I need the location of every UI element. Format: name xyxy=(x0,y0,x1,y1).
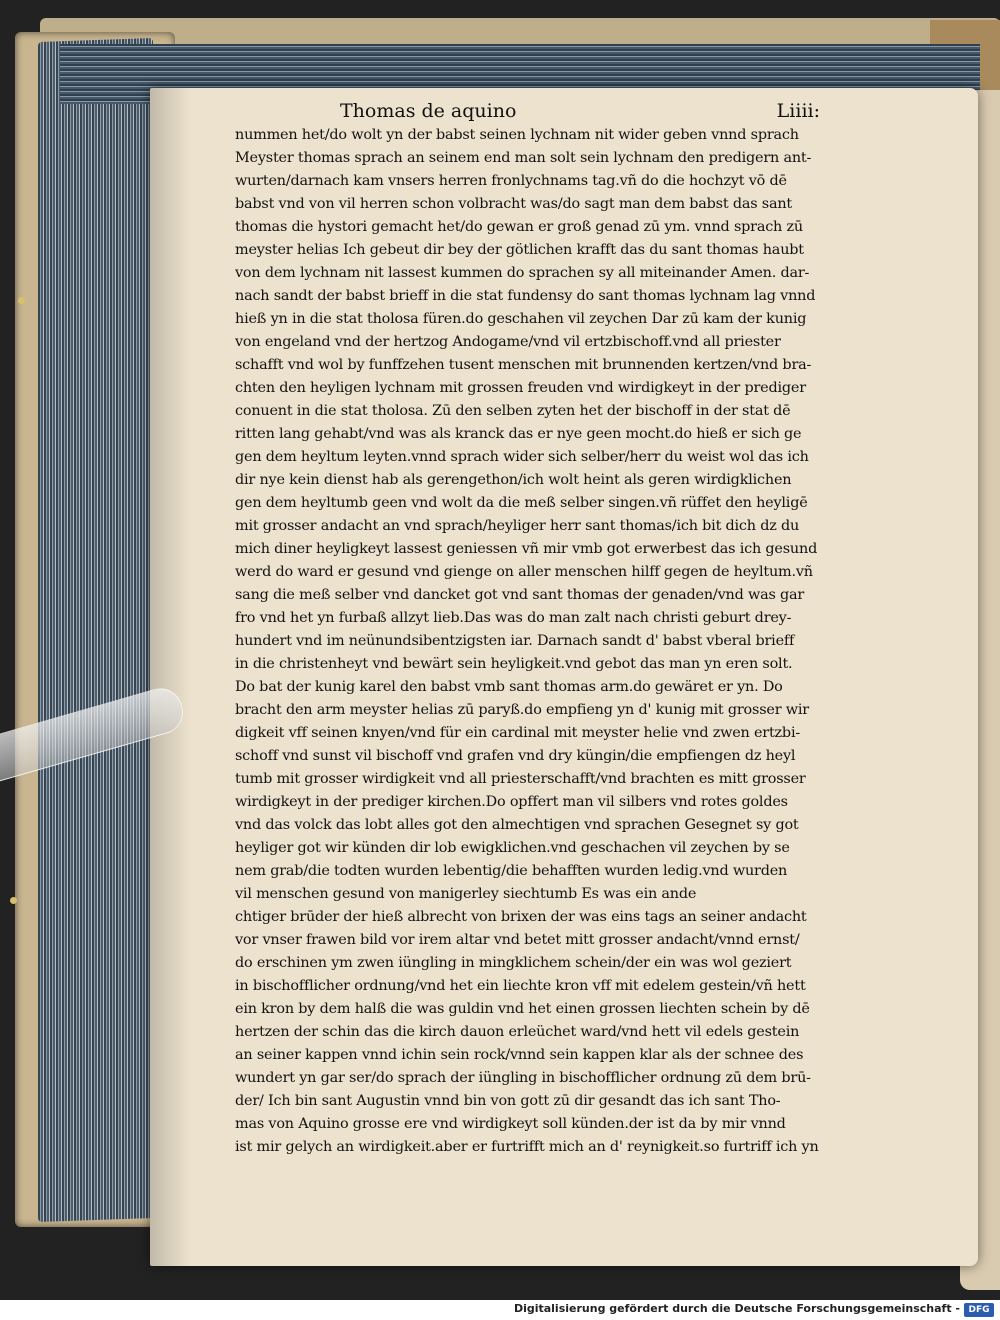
gutter-shadow xyxy=(150,88,190,1266)
body-text xyxy=(235,124,850,1159)
running-head: Thomas de aquino xyxy=(340,100,517,122)
text-line: digkeit vff seinen knyen/vnd für ein cardinal mit meyster helie vnd zwen ertzbi- xyxy=(235,725,801,741)
text-line: babst vnd von vil herren schon volbracht was/do sagt man dem babst das sant xyxy=(235,196,792,212)
text-line: mas von Aquino grosse ere vnd wirdigkeyt soll künden.der ist da by mir vnnd xyxy=(235,1116,786,1132)
text-line: vil menschen gesund von manigerley siechtumb Es was ein ande xyxy=(235,886,697,902)
text-line: von dem lychnam nit lassest kummen do sprachen sy all miteinander Amen. dar- xyxy=(235,265,810,281)
text-line: in bischofflicher ordnung/vnd het ein liechte kron vff mit edelem gestein/vñ hett xyxy=(235,978,806,994)
text-line: von engeland vnd der hertzog Andogame/vnd vil ertzbischoff.vnd all priester xyxy=(235,334,781,350)
text-line: nummen het/do wolt yn der babst seinen lychnam nit wider geben vnnd sprach xyxy=(235,127,799,143)
text-line: meyster helias Ich gebeut dir bey der götlichen krafft das du sant thomas haubt xyxy=(235,242,804,258)
text-line: chtiger brūder der hieß albrecht von brixen der was eins tags an seiner andacht xyxy=(235,909,807,925)
text-line: nach sandt der babst brieff in die stat fundensy do sant thomas lychnam lag vnnd xyxy=(235,288,816,304)
text-line: schoff vnd sunst vil bischoff vnd grafen vnd dry küngin/die empfiengen dz heyl xyxy=(235,748,796,764)
text-line: fro vnd het yn furbaß allzyt lieb.Das was do man zalt nach christi geburt drey- xyxy=(235,610,792,626)
text-line: ein kron by dem halß die was guldin vnd het einen grossen liechten schein by dē xyxy=(235,1001,810,1017)
text-line: nem grab/die todten wurden lebentig/die behafften wurden ledig.vnd wurden xyxy=(235,863,788,879)
text-line: vnd das volck das lobt alles got den almechtigen vnd sprachen Gesegnet sy got xyxy=(235,817,799,833)
text-line: werd do ward er gesund vnd gienge on aller menschen hilff gegen de heyltum.vñ xyxy=(235,564,813,580)
text-line: hundert vnd im neünundsibentzigsten iar. Darnach sandt d' babst vberal brieff xyxy=(235,633,795,649)
pin-decoration xyxy=(10,897,17,904)
text-line: sang die meß selber vnd dancket got vnd sant thomas der genaden/vnd was gar xyxy=(235,587,805,603)
dfg-logo: DFG xyxy=(964,1303,994,1317)
funding-credit: Digitalisierung gefördert durch die Deutsche Forschungsgemeinschaft - xyxy=(513,1302,960,1315)
text-line: gen dem heyltum leyten.vnnd sprach wider sich selber/herr du weist wol das ich xyxy=(235,449,809,465)
folio-number: Liiii: xyxy=(776,100,820,122)
text-line: hertzen der schin das die kirch dauon erleüchet ward/vnd hett vil edels gestein xyxy=(235,1024,800,1040)
text-line: heyliger got wir künden dir lob ewigklichen.vnd geschachen vil zeychen by se xyxy=(235,840,790,856)
text-line: der/ Ich bin sant Augustin vnnd bin von gott zū dir gesandt das ich sant Tho- xyxy=(235,1093,781,1109)
text-line: chten den heyligen lychnam mit grossen freuden vnd wirdigkeyt in der prediger xyxy=(235,380,806,396)
text-line: wirdigkeyt in der prediger kirchen.Do opffert man vil silbers vnd rotes goldes xyxy=(235,794,788,810)
text-line: dir nye kein dienst hab als gerengethon/ich wolt heint als geren wirdigklichen xyxy=(235,472,792,488)
text-line: gen dem heyltumb geen vnd wolt da die meß selber singen.vñ rüffet den heyligē xyxy=(235,495,808,511)
footer-bar xyxy=(0,1300,1000,1320)
text-line: mit grosser andacht an vnd sprach/heyliger herr sant thomas/ich bit dich dz du xyxy=(235,518,800,534)
text-line: an seiner kappen vnnd ichin sein rock/vnnd sein kappen klar als der schnee des xyxy=(235,1047,804,1063)
text-line: bracht den arm meyster helias zū paryß.do empfieng yn d' kunig mit grosser wir xyxy=(235,702,809,718)
text-line: schafft vnd wol by funffzehen tusent menschen mit brunnenden kertzen/vnd bra- xyxy=(235,357,812,373)
text-line: ritten lang gehabt/vnd was als kranck das er nye geen mocht.do hieß er sich ge xyxy=(235,426,802,442)
text-line: ist mir gelych an wirdigkeit.aber er furtrifft mich an d' reynigkeit.so furtriff ich yn xyxy=(235,1139,819,1155)
text-line: thomas die hystori gemacht het/do gewan er groß genad zū ym. vnnd sprach zū xyxy=(235,219,803,235)
text-line: Do bat der kunig karel den babst vmb sant thomas arm.do gewäret er yn. Do xyxy=(235,679,783,695)
text-line: mich diner heyligkeyt lassest geniessen vñ mir vmb got erwerbest das ich gesund xyxy=(235,541,818,557)
text-line: hieß yn in die stat tholosa füren.do geschahen vil zeychen Dar zū kam der kunig xyxy=(235,311,807,327)
text-line: vor vnser frawen bild vor irem altar vnd betet mitt grosser andacht/vnnd ernst/ xyxy=(235,932,800,948)
text-line: do erschinen ym zwen iüngling in mingklichem schein/der ein was wol geziert xyxy=(235,955,792,971)
page-edges xyxy=(38,38,153,1222)
text-line: conuent in die stat tholosa. Zū den selben zyten het der bischoff in der stat dē xyxy=(235,403,791,419)
page-header xyxy=(340,100,820,126)
text-line: in die christenheyt vnd bewärt sein heyligkeit.vnd gebot das man yn eren solt. xyxy=(235,656,793,672)
text-line: tumb mit grosser wirdigkeit vnd all priesterschafft/vnd brachten es mitt grosser xyxy=(235,771,806,787)
text-line: Meyster thomas sprach an seinem end man solt sein lychnam den predigern ant- xyxy=(235,150,812,166)
text-line: wurten/darnach kam vnsers herren fronlychnams tag.vñ do die hochzyt vō dē xyxy=(235,173,787,189)
text-line: wundert yn gar ser/do sprach der iüngling in bischofflicher ordnung zū dem brū- xyxy=(235,1070,811,1086)
pin-decoration xyxy=(18,297,25,304)
